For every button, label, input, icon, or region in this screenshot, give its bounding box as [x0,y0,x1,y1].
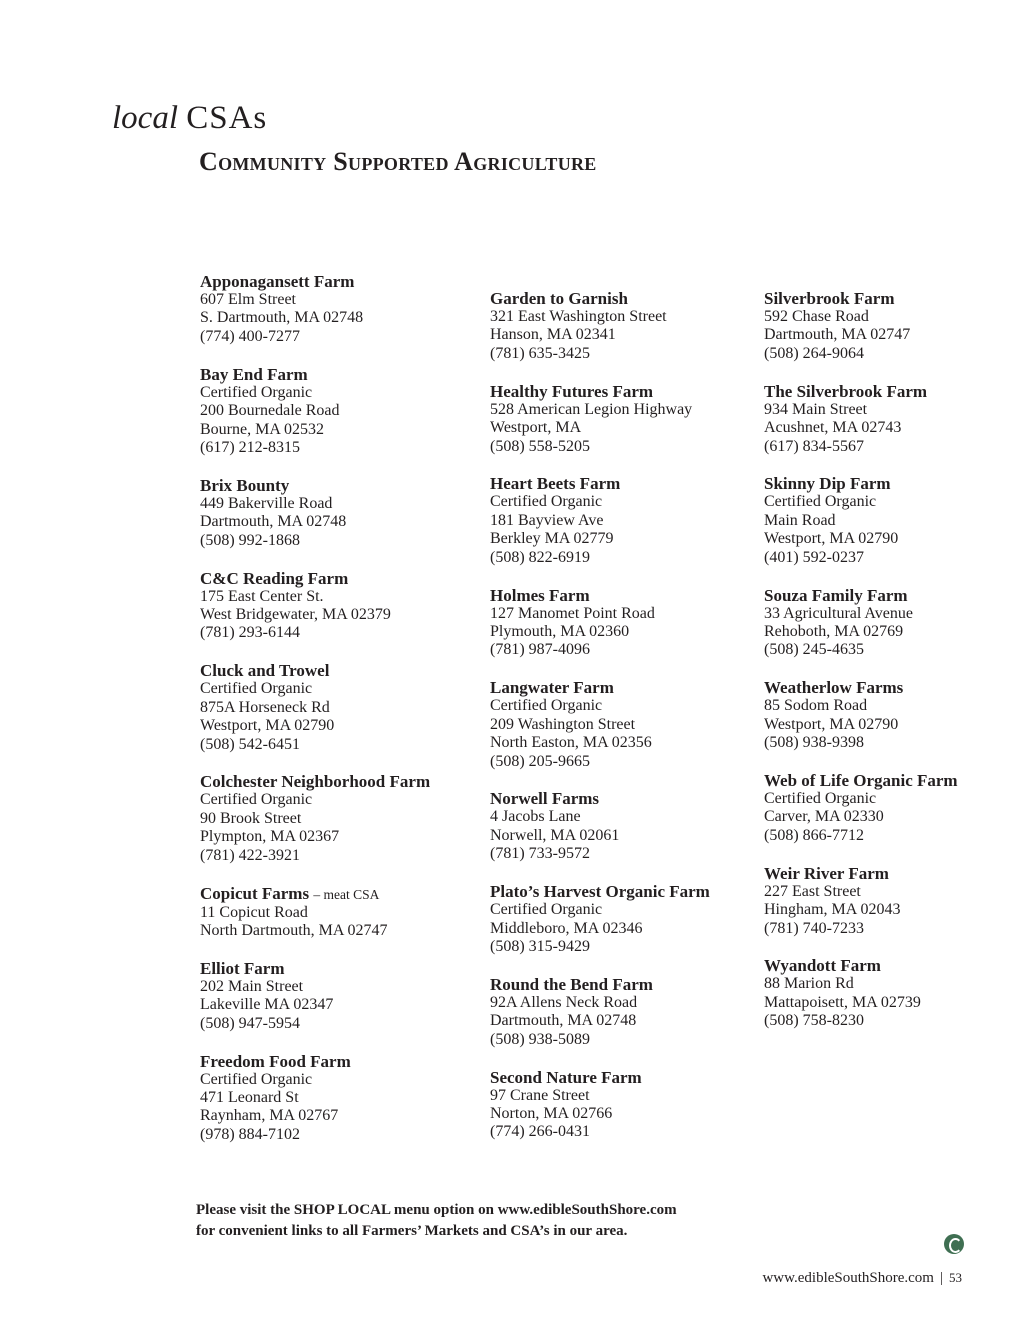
farm-detail-line: 934 Main Street [764,400,868,418]
farm-name-line [490,382,760,401]
farm-entry [490,678,760,771]
farm-detail-line: 181 Bayview Ave [490,511,604,529]
farm-detail-line: Norton, MA 02766 [490,1104,613,1122]
farm-name: Souza Family Farm [764,585,908,605]
farm-name-line [200,884,480,904]
farm-name-line [490,678,760,697]
farm-detail-line: Rehoboth, MA 02769 [764,622,904,640]
farm-entry [490,882,760,956]
farm-name-line [764,382,1014,401]
farm-detail-line: Raynham, MA 02767 [200,1107,339,1125]
farm-entry [764,956,1014,1030]
farm-name: Skinny Dip Farm [764,474,891,494]
farm-detail-line: Certified Organic [200,383,313,401]
footer-website: www.edibleSouthShore.com [762,1270,934,1286]
farm-detail-line: 202 Main Street [200,977,304,995]
farm-detail-line: (774) 400-7277 [200,327,300,345]
farm-detail-line: (401) 592-0237 [764,548,864,566]
farm-detail-line: Carver, MA 02330 [764,808,884,826]
farm-name: Heart Beets Farm [490,474,621,494]
farm-detail-line: (508) 205-9665 [490,752,590,770]
farm-name-line [764,771,1014,790]
farm-entry [200,661,480,754]
section-title-italic: local [112,100,178,136]
farm-detail-line: (508) 947-5954 [200,1014,300,1032]
farm-detail-line: Bourne, MA 02532 [200,420,324,438]
farm-detail-line: Certified Organic [490,493,603,511]
farm-detail-line: (508) 558-5205 [490,437,590,455]
farm-entry [764,771,1014,845]
farm-entry [764,678,1014,752]
farm-detail-line: Westport, MA 02790 [764,715,899,733]
farm-name: Apponagansett Farm [200,272,355,291]
farm-detail-line: (978) 884-7102 [200,1125,300,1143]
farm-detail-line: Certified Organic [490,697,603,715]
farm-detail-line: (508) 542-6451 [200,735,300,753]
farm-detail-line: 4 Jacobs Lane [490,808,581,826]
farm-name: Bay End Farm [200,364,308,384]
farm-name: Copicut Farms [200,883,310,903]
farm-detail-line: Norwell, MA 02061 [490,826,620,844]
farm-detail-line: Dartmouth, MA 02748 [200,513,347,531]
farm-detail-line: (781) 635-3425 [490,344,590,362]
farm-detail-line: 449 Bakerville Road [200,494,333,512]
farm-name: Brix Bounty [200,475,290,495]
csa-column-2 [490,289,760,1160]
farm-name: Wyandott Farm [764,956,881,976]
farm-name-line [490,586,760,605]
farm-entry [200,272,480,346]
farm-entry [490,474,760,567]
farm-entry [200,1052,480,1145]
farm-detail-line: Certified Organic [764,493,877,511]
farm-detail-line: 592 Chase Road [764,308,869,325]
farm-detail-line: (508) 992-1868 [200,531,300,549]
farm-name-line [490,882,760,901]
farm-detail-line: (617) 834-5567 [764,437,864,455]
farm-entry [200,959,480,1033]
farm-name: Plato’s Harvest Organic Farm [490,882,710,902]
farm-name-line [200,365,480,384]
farm-entry [490,975,760,1049]
farm-entry [490,382,760,456]
farm-name: The Silverbrook Farm [764,381,928,401]
farm-name: Elliot Farm [200,958,285,978]
farm-detail-line: (781) 987-4096 [490,641,590,659]
farm-detail-line: (508) 866-7712 [764,826,864,844]
farm-name-line [200,476,480,495]
farm-name: Holmes Farm [490,585,590,605]
farm-entry [764,864,1014,938]
page-footer [762,1268,962,1288]
farm-name-line [764,289,1014,308]
farm-name: Healthy Futures Farm [490,381,654,401]
farm-detail-line: 607 Elm Street [200,291,296,308]
farm-detail-line: Plympton, MA 02367 [200,828,340,846]
farm-detail-line: 85 Sodom Road [764,697,868,715]
farm-entry [490,289,760,363]
farm-detail-line: 227 East Street [764,882,861,900]
farm-entry [200,365,480,458]
farm-name: Weir River Farm [764,863,889,883]
farm-name: Round the Bend Farm [490,974,653,994]
farm-name: Silverbrook Farm [764,289,895,308]
farm-detail-line: 11 Copicut Road [200,903,308,921]
farm-detail-line: North Easton, MA 02356 [490,734,652,752]
farm-detail-line: 175 East Center St. [200,587,324,605]
farm-detail-line: Dartmouth, MA 02748 [490,1012,637,1030]
farm-name-line [490,975,760,994]
footer-separator: | [939,1270,943,1286]
csa-column-3 [764,289,1014,1049]
farm-name: Weatherlow Farms [764,678,904,698]
footer-note-line-2: for convenient links to all Farmers’ Markets and CSA’s in our area. [196,1223,628,1239]
farm-name-line [764,474,1014,493]
farm-detail-line: Plymouth, MA 02360 [490,622,630,640]
farm-name-line [490,789,760,808]
farm-name: Freedom Food Farm [200,1051,351,1071]
farm-detail-line: Certified Organic [490,901,603,919]
farm-name-line [490,1068,760,1087]
farm-note: – meat CSA [313,886,380,902]
farm-detail-line: Certified Organic [764,790,877,807]
farm-entry [764,586,1014,660]
farm-detail-line: 90 Brook Street [200,809,302,827]
farm-detail-line: (781) 293-6144 [200,624,300,642]
farm-detail-line: Middleboro, MA 02346 [490,919,643,937]
farm-detail-line: Certified Organic [200,791,313,809]
farm-detail-line: Westport, MA 02790 [764,530,899,548]
footer-note [196,1200,677,1242]
farm-name: Colchester Neighborhood Farm [200,772,431,792]
farm-detail-line: (508) 938-5089 [490,1030,590,1048]
farm-entry [200,884,480,941]
farm-name-line [764,864,1014,883]
farm-entry [490,586,760,660]
farm-detail-line: 321 East Washington Street [490,308,667,325]
farm-detail-line: Berkley MA 02779 [490,530,614,548]
farm-detail-line: Hingham, MA 02043 [764,901,901,919]
farm-name: Web of Life Organic Farm [764,771,958,790]
farm-detail-line: 209 Washington Street [490,715,636,733]
farm-name-line [200,569,480,588]
farm-name-line [200,1052,480,1071]
farm-entry [200,476,480,550]
farm-detail-line: Lakeville MA 02347 [200,996,334,1014]
farm-name-line [764,678,1014,697]
farm-detail-line: Westport, MA 02790 [200,717,335,735]
edible-logo-icon [944,1234,964,1254]
farm-detail-line: 471 Leonard St [200,1088,299,1106]
farm-detail-line: Certified Organic [200,680,313,698]
farm-name-line [200,272,480,291]
farm-detail-line: (508) 315-9429 [490,937,590,955]
farm-detail-line: Mattapoisett, MA 02739 [764,993,921,1011]
farm-detail-line: (508) 938-9398 [764,734,864,752]
farm-entry [490,789,760,863]
farm-detail-line: North Dartmouth, MA 02747 [200,921,388,939]
farm-detail-line: (774) 266-0431 [490,1123,590,1141]
farm-detail-line: Dartmouth, MA 02747 [764,326,911,344]
farm-detail-line: Westport, MA [490,419,582,437]
farm-entry [764,474,1014,567]
farm-name-line [490,474,760,493]
farm-detail-line: 92A Allens Neck Road [490,993,638,1011]
section-title-main: CSAs [186,100,268,136]
farm-name-line [200,772,480,791]
farm-entry [764,382,1014,456]
farm-detail-line: (508) 245-4635 [764,641,864,659]
farm-name: Garden to Garnish [490,289,628,308]
farm-entry [490,1068,760,1142]
farm-detail-line: (508) 758-8230 [764,1012,864,1030]
farm-detail-line: Certified Organic [200,1070,313,1088]
farm-detail-line: Main Road [764,511,836,529]
csa-column-1 [200,272,480,1163]
farm-detail-line: (781) 740-7233 [764,919,864,937]
farm-detail-line: West Bridgewater, MA 02379 [200,605,391,623]
farm-name: Second Nature Farm [490,1067,642,1087]
section-subtitle: Community Supported Agriculture [199,147,597,176]
farm-entry [764,289,1014,363]
farm-detail-line: 88 Marion Rd [764,975,854,993]
farm-detail-line: 33 Agricultural Avenue [764,604,913,622]
farm-name-line [200,959,480,978]
farm-detail-line: S. Dartmouth, MA 02748 [200,309,364,327]
farm-detail-line: 97 Crane Street [490,1086,590,1104]
section-title [112,96,267,140]
farm-detail-line: Hanson, MA 02341 [490,326,616,344]
farm-name: Norwell Farms [490,789,600,809]
farm-name: Langwater Farm [490,678,614,698]
farm-name: Cluck and Trowel [200,661,330,681]
farm-name-line [764,956,1014,975]
page-number: 53 [949,1270,962,1285]
farm-detail-line: (508) 822-6919 [490,548,590,566]
farm-entry [200,569,480,643]
farm-detail-line: (781) 422-3921 [200,846,300,864]
farm-name-line [490,289,760,308]
farm-name: C&C Reading Farm [200,568,349,588]
farm-entry [200,772,480,865]
farm-name-line [764,586,1014,605]
farm-detail-line: (781) 733-9572 [490,845,590,863]
farm-detail-line: Acushnet, MA 02743 [764,419,902,437]
farm-detail-line: (617) 212-8315 [200,438,300,456]
farm-name-line [200,661,480,680]
farm-detail-line: (508) 264-9064 [764,344,864,362]
farm-detail-line: 200 Bournedale Road [200,402,340,420]
footer-note-line-1: Please visit the SHOP LOCAL menu option on www.edibleSouthShore.com [196,1202,677,1218]
farm-detail-line: 875A Horseneck Rd [200,698,330,716]
farm-detail-line: 127 Manomet Point Road [490,604,655,622]
farm-detail-line: 528 American Legion Highway [490,400,693,418]
